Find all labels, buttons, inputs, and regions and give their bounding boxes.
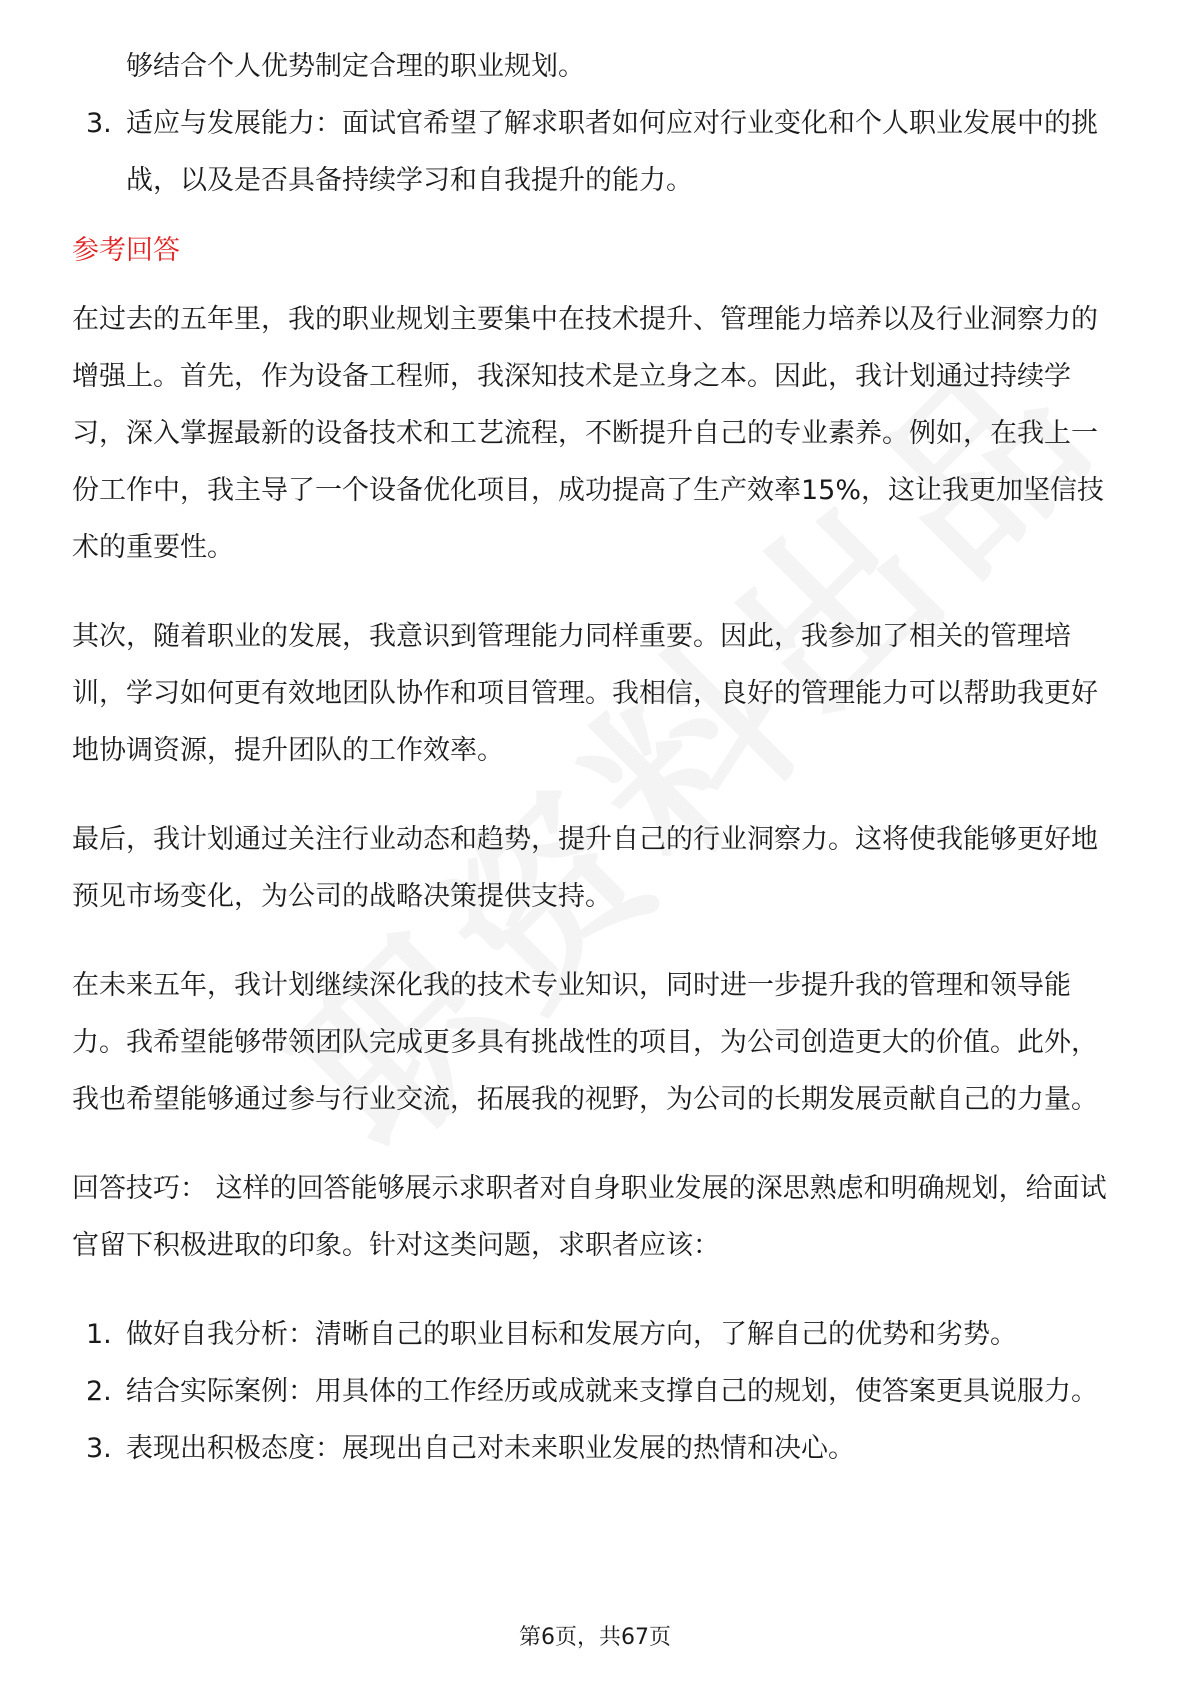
- list-item: [72, 1306, 1122, 1363]
- answer-paragraph: 在过去的五年里，我的职业规划主要集中在技术提升、管理能力培养以及行业洞察力的增强上。首先，作为设备工程师，我深知技术是立身之本。因此，我计划通过持续学习，深入掌握最新的设备技术和工艺流程，不断提升自己的专业素养。例如，在我上一份工作中，我主导了一个设备优化项目，成功提高了生产效率15%，这让我更加坚信技术的重要性。: [72, 304, 1105, 563]
- list-item-number: 2.: [86, 1376, 112, 1407]
- page-content: [72, 38, 1122, 1477]
- list-item-number: 3.: [86, 108, 112, 139]
- tips-intro-paragraph: 回答技巧： 这样的回答能够展示求职者对自身职业发展的深思熟虑和明确规划，给面试官留下积极进取的印象。针对这类问题，求职者应该：: [72, 1173, 1107, 1261]
- list-item: [72, 95, 1122, 209]
- list-item-number: 3.: [86, 1433, 112, 1464]
- list-item-text: 适应与发展能力：面试官希望了解求职者如何应对行业变化和个人职业发展中的挑战，以及是否具备持续学习和自我提升的能力。: [126, 108, 1098, 196]
- list-item-text: 表现出积极态度：展现出自己对未来职业发展的热情和决心。: [126, 1433, 855, 1464]
- tips-list: [72, 1306, 1122, 1477]
- section-heading: 参考回答: [72, 235, 180, 266]
- list-item-continuation: 够结合个人优势制定合理的职业规划。: [126, 51, 585, 82]
- answer-paragraph: 其次，随着职业的发展，我意识到管理能力同样重要。因此，我参加了相关的管理培训，学习如何更有效地团队协作和项目管理。我相信，良好的管理能力可以帮助我更好地协调资源，提升团队的工作效率。: [72, 621, 1098, 766]
- list-item: [72, 1363, 1122, 1420]
- answer-paragraph: 最后，我计划通过关注行业动态和趋势，提升自己的行业洞察力。这将使我能够更好地预见市场变化，为公司的战略决策提供支持。: [72, 824, 1098, 912]
- page-footer: 第6页，共67页: [519, 1625, 671, 1650]
- list-item-text: 做好自我分析：清晰自己的职业目标和发展方向，了解自己的优势和劣势。: [126, 1319, 1017, 1350]
- list-item-text: 结合实际案例：用具体的工作经历或成就来支撑自己的规划，使答案更具说服力。: [126, 1376, 1098, 1407]
- list-item: [72, 1420, 1122, 1477]
- list-item-number: 1.: [86, 1319, 112, 1350]
- answer-paragraph: 在未来五年，我计划继续深化我的技术专业知识，同时进一步提升我的管理和领导能力。我希望能够带领团队完成更多具有挑战性的项目，为公司创造更大的价值。此外，我也希望能够通过参与行业交流，拓展我的视野，为公司的长期发展贡献自己的力量。: [72, 970, 1098, 1115]
